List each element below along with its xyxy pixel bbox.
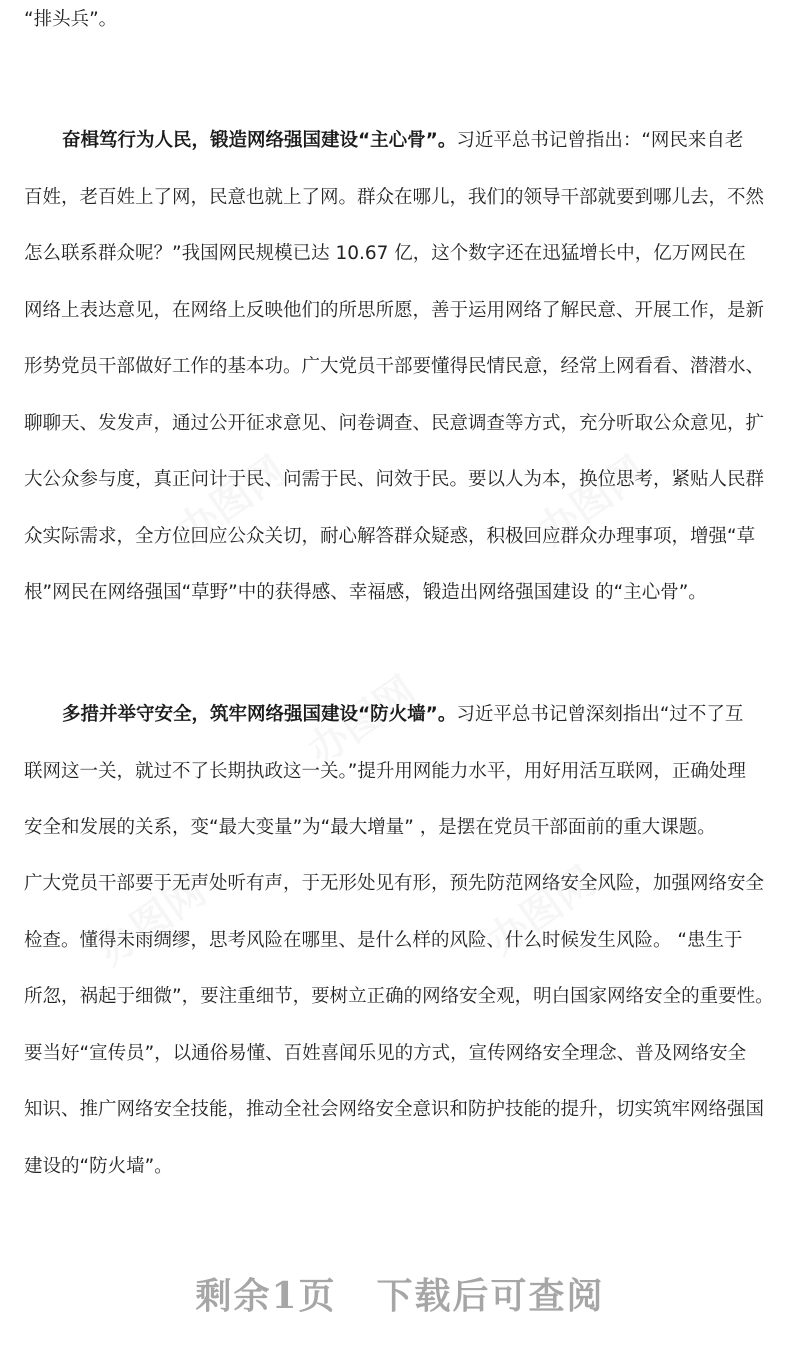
text-line: 要当好“宣传员”，以通俗易懂、百姓喜闻乐见的方式，宣传网络安全理念、普及网络安全 [24,1043,747,1064]
text-line: 检查。懂得未雨绸缪，思考风险在哪里、是什么样的风险、什么时候发生风险。 “患生于 [24,930,743,951]
text-line: 知识、推广网络安全技能，推动全社会网络安全意识和防护技能的提升，切实筑牢网络强国 [24,1099,765,1120]
text-line: 广大党员干部要于无声处听有声，于无形处见有形，预先防范网络安全风险，加强网络安全 [24,873,765,894]
text-line: 怎么联系群众呢？”我国网民规模已达 10.67 亿，这个数字还在迅猛增长中，亿万网民在 [24,243,746,264]
download-to-view-label: 下载后可查阅 [376,1275,605,1317]
paragraph-heading: 多措并举守安全，筑牢网络强国建设“防火墙”。 [62,704,457,725]
text-line: 联网这一关，就过不了长期执政这一关。”提升用网能力水平，用好用活互联网，正确处理 [24,761,746,782]
remaining-pages-label: 剩余1页 [195,1275,337,1317]
text-line: 百姓，老百姓上了网，民意也就上了网。群众在哪儿，我们的领导干部就要到哪儿去，不然 [24,187,765,208]
download-prompt[interactable] [0,1268,800,1319]
text-line: 根”网民在网络强国“草野”中的获得感、幸福感，锻造出网络强国建设 的“主心骨”。 [24,582,707,603]
text-line: 建设的“防火墙”。 [24,1156,173,1177]
text-line: 大公众参与度，真正问计于民、问需于民、问效于民。要以人为本，换位思考，紧贴人民群 [24,469,765,490]
text-line: “排头兵”。 [24,9,118,30]
text-line: 网络上表达意见，在网络上反映他们的所思所愿，善于运用网络了解民意、开展工作，是新 [24,300,765,321]
text-line: 所忽，祸起于细微”，要注重细节，要树立正确的网络安全观，明白国家网络安全的重要性。 [24,986,774,1007]
paragraph-heading-line: 多措并举守安全，筑牢网络强国建设“防火墙”。习近平总书记曾深刻指出“过不了互 [62,704,744,725]
text-line: 安全和发展的关系，变“最大变量”为“最大增量” ，是摆在党员干部面前的重大课题。 [24,817,716,838]
text-line: 形势党员干部做好工作的基本功。广大党员干部要懂得民情民意，经常上网看看、潜潜水、 [24,356,765,377]
paragraph-heading-line: 奋楫笃行为人民，锻造网络强国建设“主心骨”。习近平总书记曾指出：“网民来自老 [62,130,744,151]
text-line: 众实际需求，全方位回应公众关切，耐心解答群众疑惑，积极回应群众办理事项，增强“草 [24,526,756,547]
text-line: 聊聊天、发发声，通过公开征求意见、问卷调查、民意调查等方式，充分听取公众意见，扩 [24,413,765,434]
paragraph-heading: 奋楫笃行为人民，锻造网络强国建设“主心骨”。 [62,130,457,151]
